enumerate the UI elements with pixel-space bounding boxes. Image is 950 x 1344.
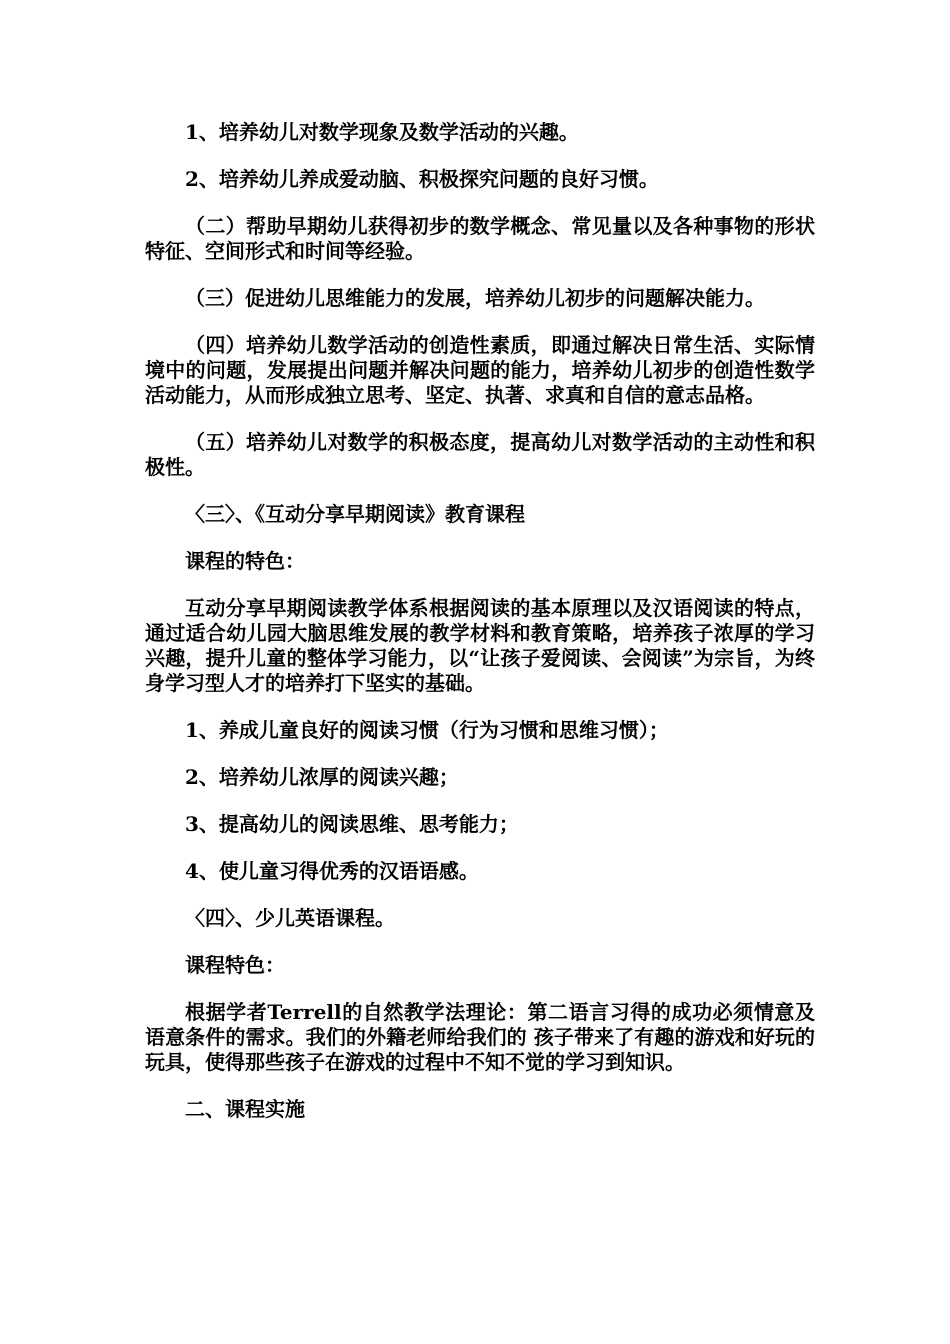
reading-item-3: 3、提高幼儿的阅读思维、思考能力； (185, 812, 519, 836)
goal-item-1: 1、培养幼儿对数学现象及数学活动的兴趣。 (185, 120, 579, 144)
reading-item-1: 1、养成儿童良好的阅读习惯（行为习惯和思维习惯）； (185, 718, 669, 742)
section-heading-implementation: 二、课程实施 (185, 1097, 305, 1121)
goal-section-5: （五）培养幼儿对数学的积极态度，提高幼儿对数学活动的主动性和积极性。 (145, 430, 815, 479)
reading-item-4: 4、使儿童习得优秀的汉语语感。 (185, 859, 479, 883)
document-page (145, 120, 815, 1144)
goal-item-2: 2、培养幼儿养成爱动脑、积极探究问题的良好习惯。 (185, 167, 659, 191)
course-heading-english: 〈四〉、少儿英语课程。 (185, 906, 395, 930)
english-description: 根据学者Terrell的自然教学法理论：第二语言习得的成功必须情意及语意条件的需求。我们的外籍老师给我们的 孩子带来了有趣的游戏和好玩的玩具，使得那些孩子在游戏的过程中不知不觉的学习到知识。 (145, 1000, 815, 1074)
reading-description: 互动分享早期阅读教学体系根据阅读的基本原理以及汉语阅读的特点，通过适合幼儿园大脑思维发展的教学材料和教育策略，培养孩子浓厚的学习兴趣，提升儿童的整体学习能力，以“让孩子爱阅读、会阅读”为宗旨，为终身学习型人才的培养打下坚实的基础。 (145, 596, 815, 695)
reading-item-2: 2、培养幼儿浓厚的阅读兴趣； (185, 765, 459, 789)
goal-section-2: （二）帮助早期幼儿获得初步的数学概念、常见量以及各种事物的形状特征、空间形式和时间等经验。 (145, 214, 815, 263)
course-heading-reading: 〈三〉、《互动分享早期阅读》教育课程 (185, 502, 525, 526)
english-feature-label: 课程特色： (185, 953, 285, 977)
goal-section-4: （四）培养幼儿数学活动的创造性素质，即通过解决日常生活、实际情境中的问题，发展提出问题并解决问题的能力，培养幼儿初步的创造性数学活动能力，从而形成独立思考、坚定、执著、求真和自信的意志品格。 (145, 333, 815, 407)
goal-section-3: （三）促进幼儿思维能力的发展，培养幼儿初步的问题解决能力。 (185, 286, 765, 310)
reading-feature-label: 课程的特色： (185, 549, 305, 573)
